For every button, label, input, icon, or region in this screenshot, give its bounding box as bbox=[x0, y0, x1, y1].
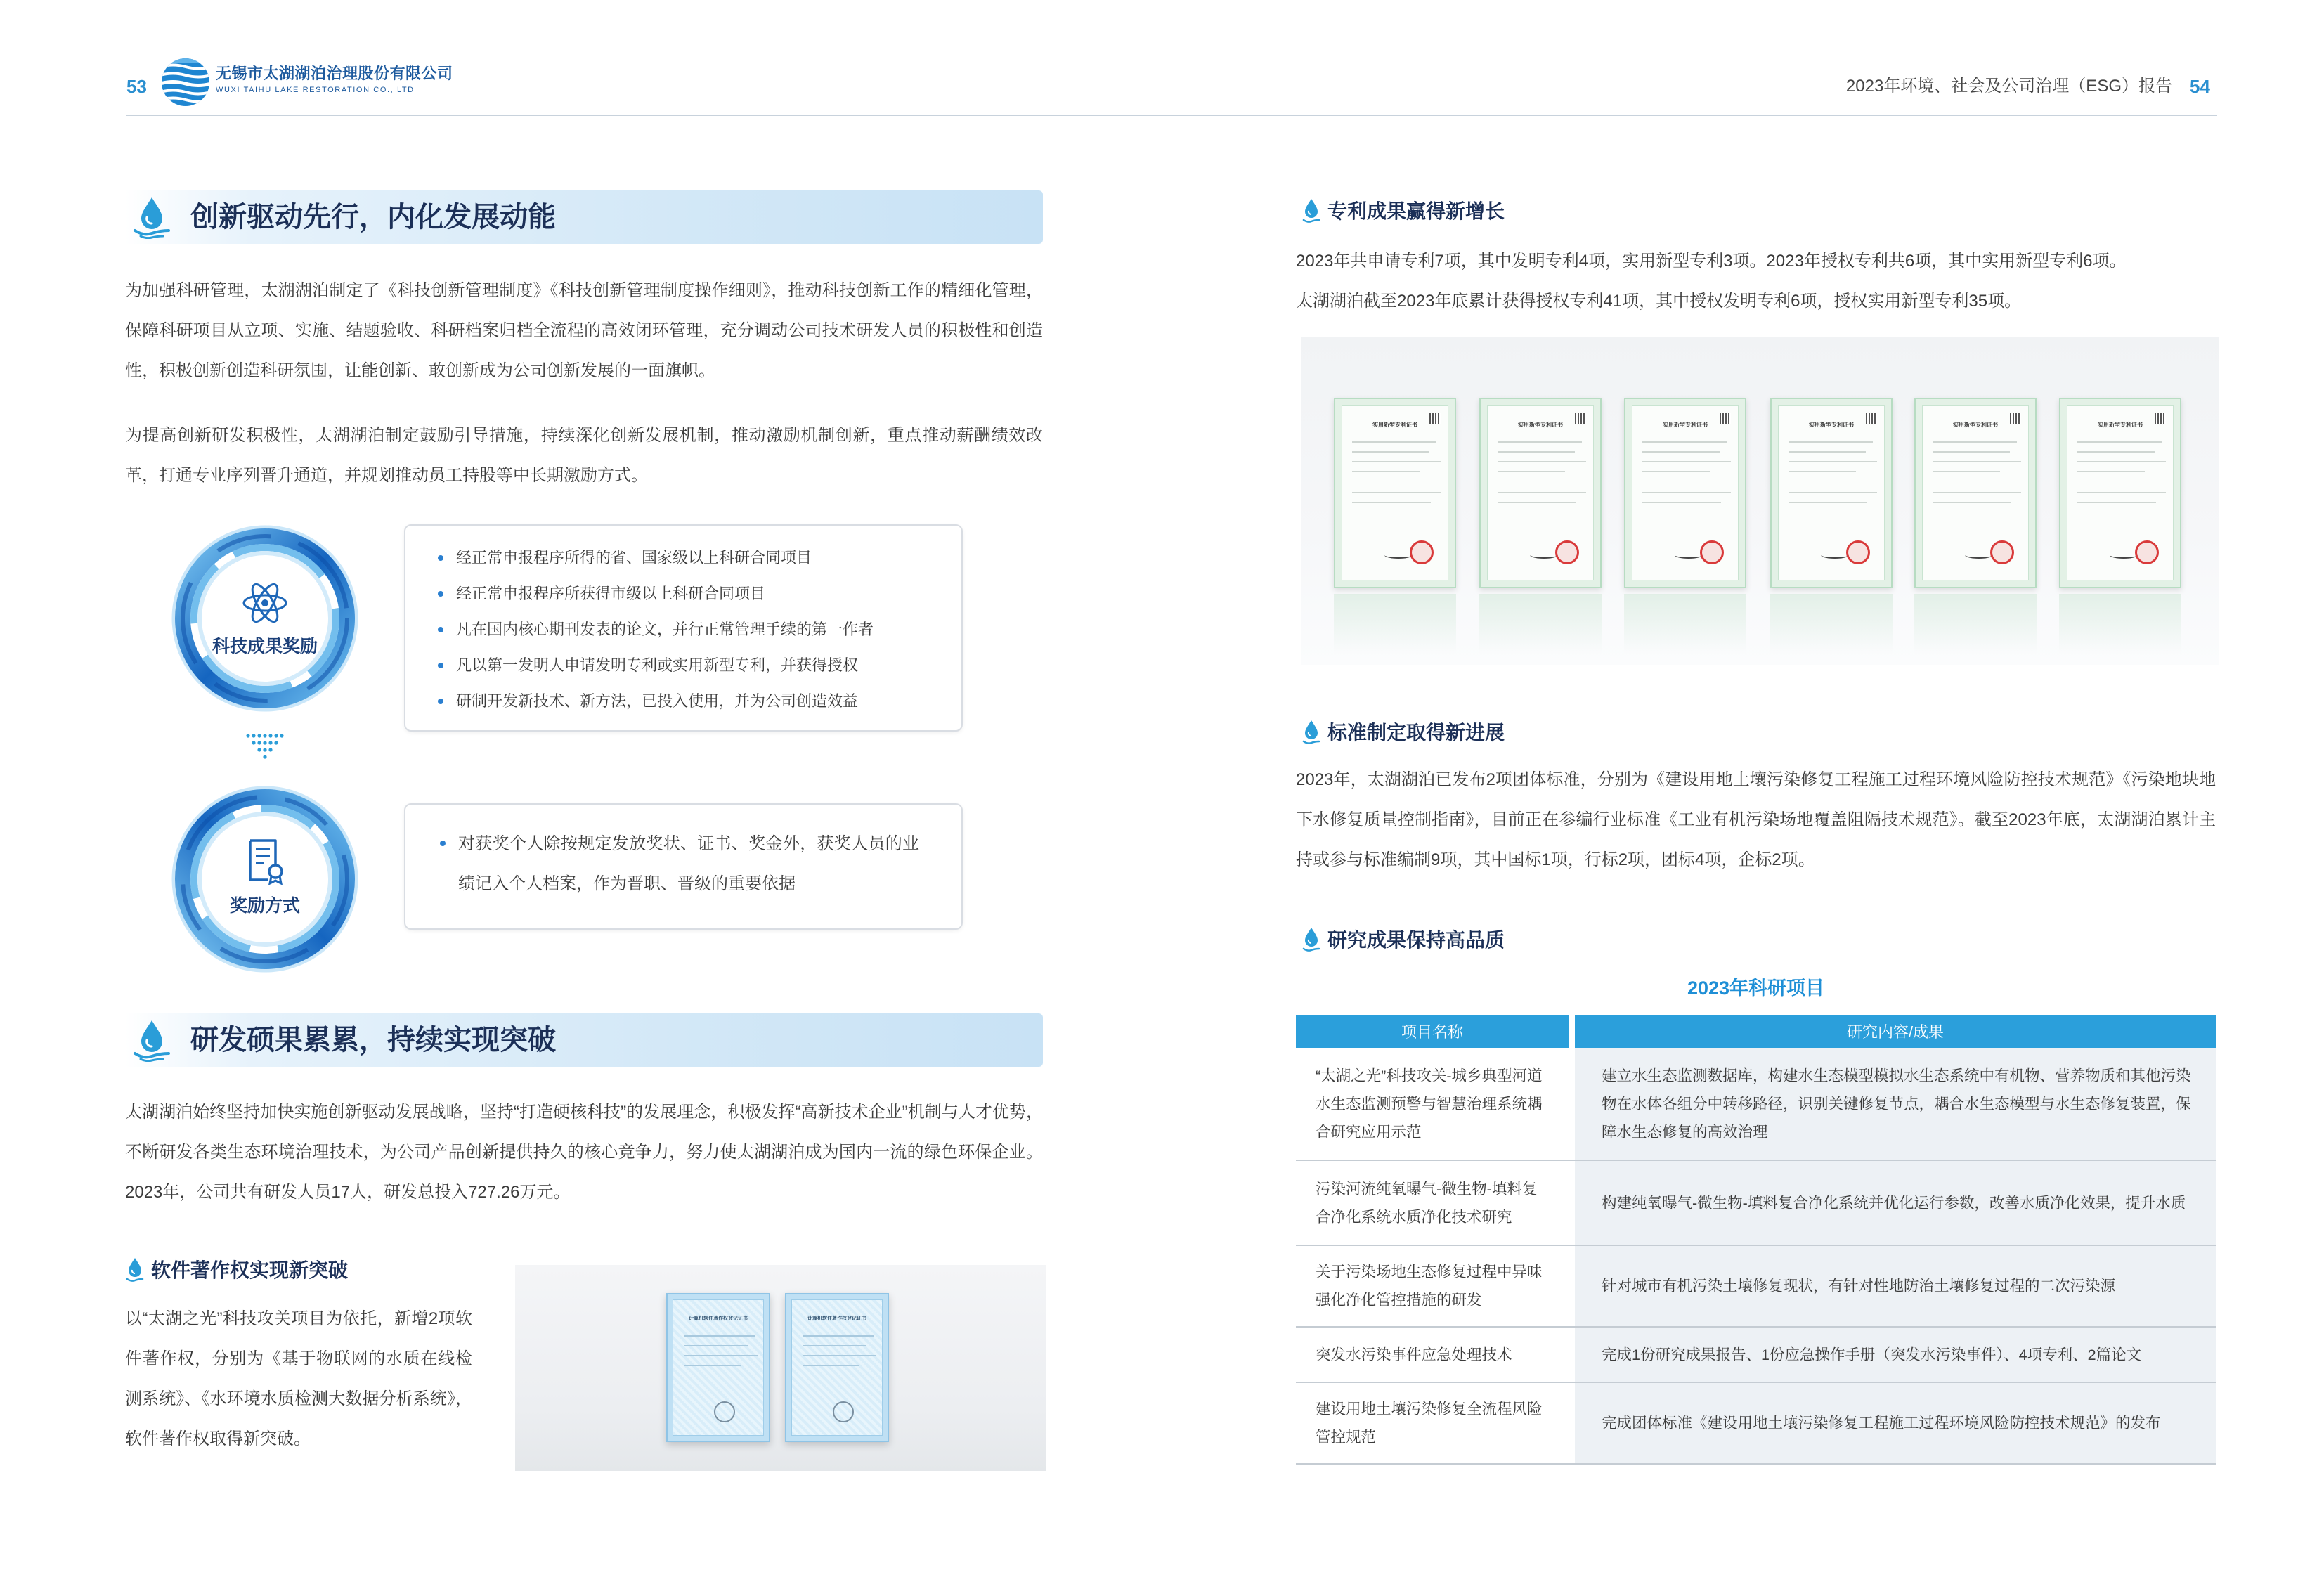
seal-icon bbox=[1555, 540, 1579, 564]
table-cell-content: 完成团体标准《建设用地土壤污染修复工程施工过程环境风险防控技术规范》的发布 bbox=[1575, 1383, 2216, 1463]
reward-method-list bbox=[458, 824, 919, 904]
text-line bbox=[1352, 502, 1431, 503]
water-drop-icon bbox=[1301, 197, 1321, 223]
bullet-icon bbox=[438, 663, 443, 668]
water-drop-icon bbox=[125, 1257, 145, 1282]
company-logo bbox=[160, 57, 211, 108]
patents-line: 2023年共申请专利7项，其中发明专利4项，实用新型专利3项。2023年授权专利共6项，其中实用新型专利6项。 bbox=[1296, 252, 2127, 271]
table-cell-content: 构建纯氧曝气-微生物-填料复合净化系统并优化运行参数，改善水质净化效果，提升水质 bbox=[1575, 1161, 2216, 1245]
water-drop-icon bbox=[1301, 926, 1321, 952]
list-item bbox=[456, 576, 940, 611]
text-line bbox=[1352, 451, 1429, 453]
down-arrow-dots-icon bbox=[244, 733, 286, 761]
research-projects-table bbox=[1296, 1015, 2216, 1465]
text-line bbox=[2077, 502, 2156, 503]
certificate-title: 实用新型专利证书 bbox=[2098, 422, 2143, 428]
water-drop-icon bbox=[131, 1018, 173, 1062]
header-divider bbox=[126, 115, 2217, 116]
text-line bbox=[803, 1365, 859, 1366]
list-item-text: 经正常申报程序所获得市级以上科研合同项目 bbox=[456, 585, 766, 602]
paragraph-standards: 2023年，太湖湖泊已发布2项团体标准，分别为《建设用地土壤污染修复工程施工过程环境风险防控技术规范》《污染地块地下水修复质量控制指南》，目前正在参编行业标准《工业有机污染场地覆盖阻隔技术规范》。截至2023年底，太湖湖泊累计主持或参与标准编制9项，其中国标1项，行标2项，团标4项，企标2项。 bbox=[1296, 770, 2216, 869]
seal-icon bbox=[1846, 540, 1870, 564]
column-header-content: 研究内容/成果 bbox=[1575, 1015, 2216, 1048]
water-drop-icon bbox=[131, 195, 173, 239]
certificate-reflection bbox=[1770, 594, 1893, 654]
table-cell-project: “太湖之光”科技攻关-城乡典型河道水生态监测预警与智慧治理系统耦合研究应用示范 bbox=[1296, 1048, 1569, 1160]
text-line bbox=[1789, 502, 1867, 503]
text-line bbox=[2077, 441, 2162, 443]
text-line bbox=[684, 1345, 748, 1346]
table-cell-project: 关于污染场地生态修复过程中异味强化净化管控措施的研发 bbox=[1296, 1246, 1569, 1326]
list-item bbox=[456, 611, 940, 647]
paragraph-software-copyright: 以“太湖之光”科技攻关项目为依托，新增2项软件著作权，分别为《基于物联网的水质在线检测系统》、《水环境水质检测大数据分析系统》，软件著作权取得新突破。 bbox=[125, 1309, 472, 1448]
paragraph-rd-strategy: 太湖湖泊始终坚持加快实施创新驱动发展战略，坚持“打造硬核科技”的发展理念，积极发挥“高新技术企业”机制与人才优势，不断研发各类生态环境治理技术，为公司产品创新提供持久的核心竞争力，努力使太湖湖泊成为国内一流的绿色环保企业。2023年，公司共有研发人员17人，研发总投入727.26万元。 bbox=[125, 1103, 1043, 1202]
text-line bbox=[1498, 502, 1576, 503]
certificate-body bbox=[1487, 405, 1594, 580]
text-line bbox=[1933, 492, 2021, 493]
software-certificate bbox=[785, 1293, 889, 1442]
software-certificate bbox=[666, 1293, 770, 1442]
table-header-row bbox=[1296, 1015, 2216, 1048]
seal-icon bbox=[833, 1401, 854, 1422]
seal-icon bbox=[1990, 540, 2014, 564]
patent-certificates-image bbox=[1301, 337, 2219, 665]
text-line bbox=[2077, 461, 2166, 462]
text-line bbox=[1789, 461, 1877, 462]
text-line bbox=[1498, 441, 1582, 443]
text-line bbox=[803, 1355, 876, 1356]
text-line bbox=[1789, 471, 1856, 472]
logo-icon bbox=[160, 57, 211, 108]
table-row bbox=[1296, 1383, 2216, 1465]
ring-label: 奖励方式 bbox=[229, 896, 300, 916]
text-line bbox=[2077, 471, 2145, 472]
table-row bbox=[1296, 1161, 2216, 1246]
text-line bbox=[1933, 471, 2000, 472]
text-line bbox=[1933, 441, 2017, 443]
list-item bbox=[456, 540, 940, 576]
ring-label: 科技成果奖励 bbox=[212, 637, 318, 656]
bullet-icon bbox=[438, 627, 443, 632]
certificate-reflection bbox=[1479, 594, 1602, 654]
list-item-text: 研制开发新技术、新方法，已投入使用，并为公司创造效益 bbox=[456, 692, 859, 710]
certificate-title: 计算机软件著作权登记证书 bbox=[807, 1316, 866, 1321]
text-line bbox=[803, 1335, 874, 1337]
text-line bbox=[1933, 451, 2010, 453]
subheading-text: 软件著作权实现新突破 bbox=[151, 1259, 349, 1281]
text-line bbox=[1933, 502, 2011, 503]
reward-criteria-box bbox=[404, 524, 963, 732]
table-cell-content: 针对城市有机污染土壤修复现状，有针对性地防治土壤修复过程的二次污染源 bbox=[1575, 1246, 2216, 1326]
bullet-icon bbox=[438, 555, 443, 561]
text-line bbox=[684, 1355, 758, 1356]
text-line bbox=[1352, 461, 1441, 462]
seal-icon bbox=[1410, 540, 1434, 564]
bullet-icon bbox=[438, 591, 443, 597]
signature-icon bbox=[1530, 552, 1558, 559]
subheading-software-copyright bbox=[125, 1255, 348, 1283]
certificate-reflection bbox=[1914, 594, 2037, 654]
signature-icon bbox=[1384, 552, 1413, 559]
certificate-title: 实用新型专利证书 bbox=[1518, 422, 1563, 428]
certificate-title: 实用新型专利证书 bbox=[1953, 422, 1998, 428]
certificate-title: 实用新型专利证书 bbox=[1809, 422, 1854, 428]
text-line bbox=[2077, 492, 2166, 493]
patent-certificate bbox=[1334, 398, 1456, 588]
subheading-standards bbox=[1301, 718, 1505, 746]
text-line bbox=[1352, 492, 1441, 493]
text-line bbox=[1642, 461, 1731, 462]
section-title: 创新驱动先行，内化发展动能 bbox=[190, 202, 556, 233]
text-line bbox=[1642, 451, 1720, 453]
certificate-body bbox=[1922, 405, 2029, 580]
right-page-number: 54 bbox=[2190, 76, 2210, 97]
text-line bbox=[684, 1335, 755, 1337]
certificate-body bbox=[1778, 405, 1885, 580]
report-title: 2023年环境、社会及公司治理（ESG）报告 bbox=[1845, 77, 2172, 96]
list-item-text: 凡以第一发明人申请发明专利或实用新型专利，并获得授权 bbox=[456, 656, 859, 674]
text-line bbox=[684, 1365, 741, 1366]
subheading-patents bbox=[1301, 196, 1505, 224]
bullet-icon bbox=[438, 699, 443, 704]
list-item-text: 经正常申报程序所得的省、国家级以上科研合同项目 bbox=[456, 549, 812, 566]
patent-certificate bbox=[1624, 398, 1746, 588]
list-item bbox=[456, 647, 940, 683]
list-item-text: 对获奖个人除按规定发放奖状、证书、奖金外，获奖人员的业绩记入个人档案，作为晋职、晋级的重要依据 bbox=[458, 834, 919, 893]
table-cell-project: 突发水污染事件应急处理技术 bbox=[1296, 1328, 1569, 1382]
table-row bbox=[1296, 1246, 2216, 1328]
patents-line: 太湖湖泊截至2023年底累计获得授权专利41项，其中授权发明专利6项，授权实用新型专利35项。 bbox=[1296, 292, 2022, 311]
text-line bbox=[1352, 471, 1420, 472]
certificate-reflection bbox=[1624, 594, 1746, 654]
signature-icon bbox=[1965, 552, 1993, 559]
text-line bbox=[1789, 492, 1877, 493]
reward-method-box bbox=[404, 803, 963, 930]
list-item-text: 凡在国内核心期刊发表的论文，并行正常管理手续的第一作者 bbox=[456, 621, 874, 638]
seal-icon bbox=[1700, 540, 1724, 564]
company-name-cn: 无锡市太湖湖泊治理股份有限公司 bbox=[216, 65, 453, 82]
list-item bbox=[458, 824, 919, 904]
certificate-body bbox=[791, 1299, 883, 1436]
certificate-title: 实用新型专利证书 bbox=[1372, 422, 1417, 428]
seal-icon bbox=[2135, 540, 2159, 564]
text-line bbox=[1498, 471, 1565, 472]
subheading-text: 研究成果保持高品质 bbox=[1327, 929, 1505, 951]
patent-certificate bbox=[2059, 398, 2181, 588]
reward-criteria-list bbox=[456, 540, 940, 719]
text-line bbox=[1352, 441, 1436, 443]
paragraph-incentive: 为提高创新研发积极性，太湖湖泊制定鼓励引导措施，持续深化创新发展机制，推动激励机制创新，重点推动薪酬绩效改革，打通专业序列晋升通道，并规划推动员工持股等中长期激励方式。 bbox=[125, 426, 1043, 485]
text-line bbox=[1642, 492, 1731, 493]
table-cell-project: 建设用地土壤污染修复全流程风险管控规范 bbox=[1296, 1383, 1569, 1463]
table-row bbox=[1296, 1048, 2216, 1161]
subheading-research bbox=[1301, 925, 1505, 953]
text-line bbox=[1642, 471, 1710, 472]
certificate-reflection bbox=[1334, 594, 1456, 654]
patent-certificate bbox=[1770, 398, 1893, 588]
software-certificates-image bbox=[515, 1265, 1046, 1471]
table-row bbox=[1296, 1328, 2216, 1383]
table-cell-project: 污染河流纯氧曝气-微生物-填料复合净化系统水质净化技术研究 bbox=[1296, 1161, 1569, 1245]
list-item bbox=[456, 683, 940, 719]
column-header-project: 项目名称 bbox=[1296, 1015, 1569, 1048]
text-line bbox=[1498, 461, 1586, 462]
text-line bbox=[1642, 441, 1727, 443]
certificate-title: 计算机软件著作权登记证书 bbox=[689, 1316, 748, 1321]
text-line bbox=[1498, 451, 1575, 453]
atom-icon bbox=[240, 578, 290, 628]
certificate-reflection bbox=[2059, 594, 2181, 654]
text-line bbox=[1789, 441, 1873, 443]
section-title: 研发硕果累累，持续实现突破 bbox=[190, 1025, 556, 1056]
text-line bbox=[1642, 502, 1721, 503]
reward-circle-method bbox=[167, 781, 363, 978]
subheading-text: 专利成果赢得新增长 bbox=[1327, 200, 1505, 222]
left-page-number: 53 bbox=[126, 76, 147, 97]
water-drop-icon bbox=[1301, 719, 1321, 744]
text-line bbox=[1789, 451, 1866, 453]
patent-certificate bbox=[1479, 398, 1602, 588]
subheading-text: 标准制定取得新进展 bbox=[1327, 722, 1505, 744]
certificate-body bbox=[2067, 405, 2174, 580]
signature-icon bbox=[2110, 552, 2138, 559]
bullet-icon bbox=[440, 841, 446, 846]
table-cell-content: 建立水生态监测数据库，构建水生态模型模拟水生态系统中有机物、营养物质和其他污染物在水体各组分中转移路径，识别关键修复节点，耦合水生态模型与水生态修复装置，保障水生态修复的高效治理 bbox=[1575, 1048, 2216, 1160]
certificate-body bbox=[1342, 405, 1448, 580]
signature-icon bbox=[1675, 552, 1703, 559]
signature-icon bbox=[1821, 552, 1849, 559]
certificate-body bbox=[673, 1299, 764, 1436]
text-line bbox=[1498, 492, 1586, 493]
section-banner-innovation bbox=[125, 190, 1043, 244]
table-title: 2023年科研项目 bbox=[1687, 978, 1825, 999]
section-banner-achievements bbox=[125, 1013, 1043, 1067]
text-line bbox=[803, 1345, 866, 1346]
text-line bbox=[1933, 461, 2021, 462]
certificate-body bbox=[1632, 405, 1739, 580]
company-name-en: WUXI TAIHU LAKE RESTORATION CO., LTD bbox=[216, 86, 415, 94]
text-line bbox=[2077, 451, 2155, 453]
patent-certificate bbox=[1914, 398, 2037, 588]
paragraph-research-management: 为加强科研管理，太湖湖泊制定了《科技创新管理制度》《科技创新管理制度操作细则》，推动科技创新工作的精细化管理，保障科研项目从立项、实施、结题验收、科研档案归档全流程的高效闭环管理，充分调动公司技术研发人员的积极性和创造性，积极创新创造科研氛围，让能创新、敢创新成为公司创新发展的一面旗帜。 bbox=[125, 281, 1043, 380]
reward-circle-achievement bbox=[167, 520, 363, 717]
table-cell-content: 完成1份研究成果报告、1份应急操作手册（突发水污染事件）、4项专利、2篇论文 bbox=[1575, 1328, 2216, 1382]
seal-icon bbox=[714, 1401, 735, 1422]
award-document-icon bbox=[240, 836, 290, 885]
certificate-title: 实用新型专利证书 bbox=[1663, 422, 1708, 428]
